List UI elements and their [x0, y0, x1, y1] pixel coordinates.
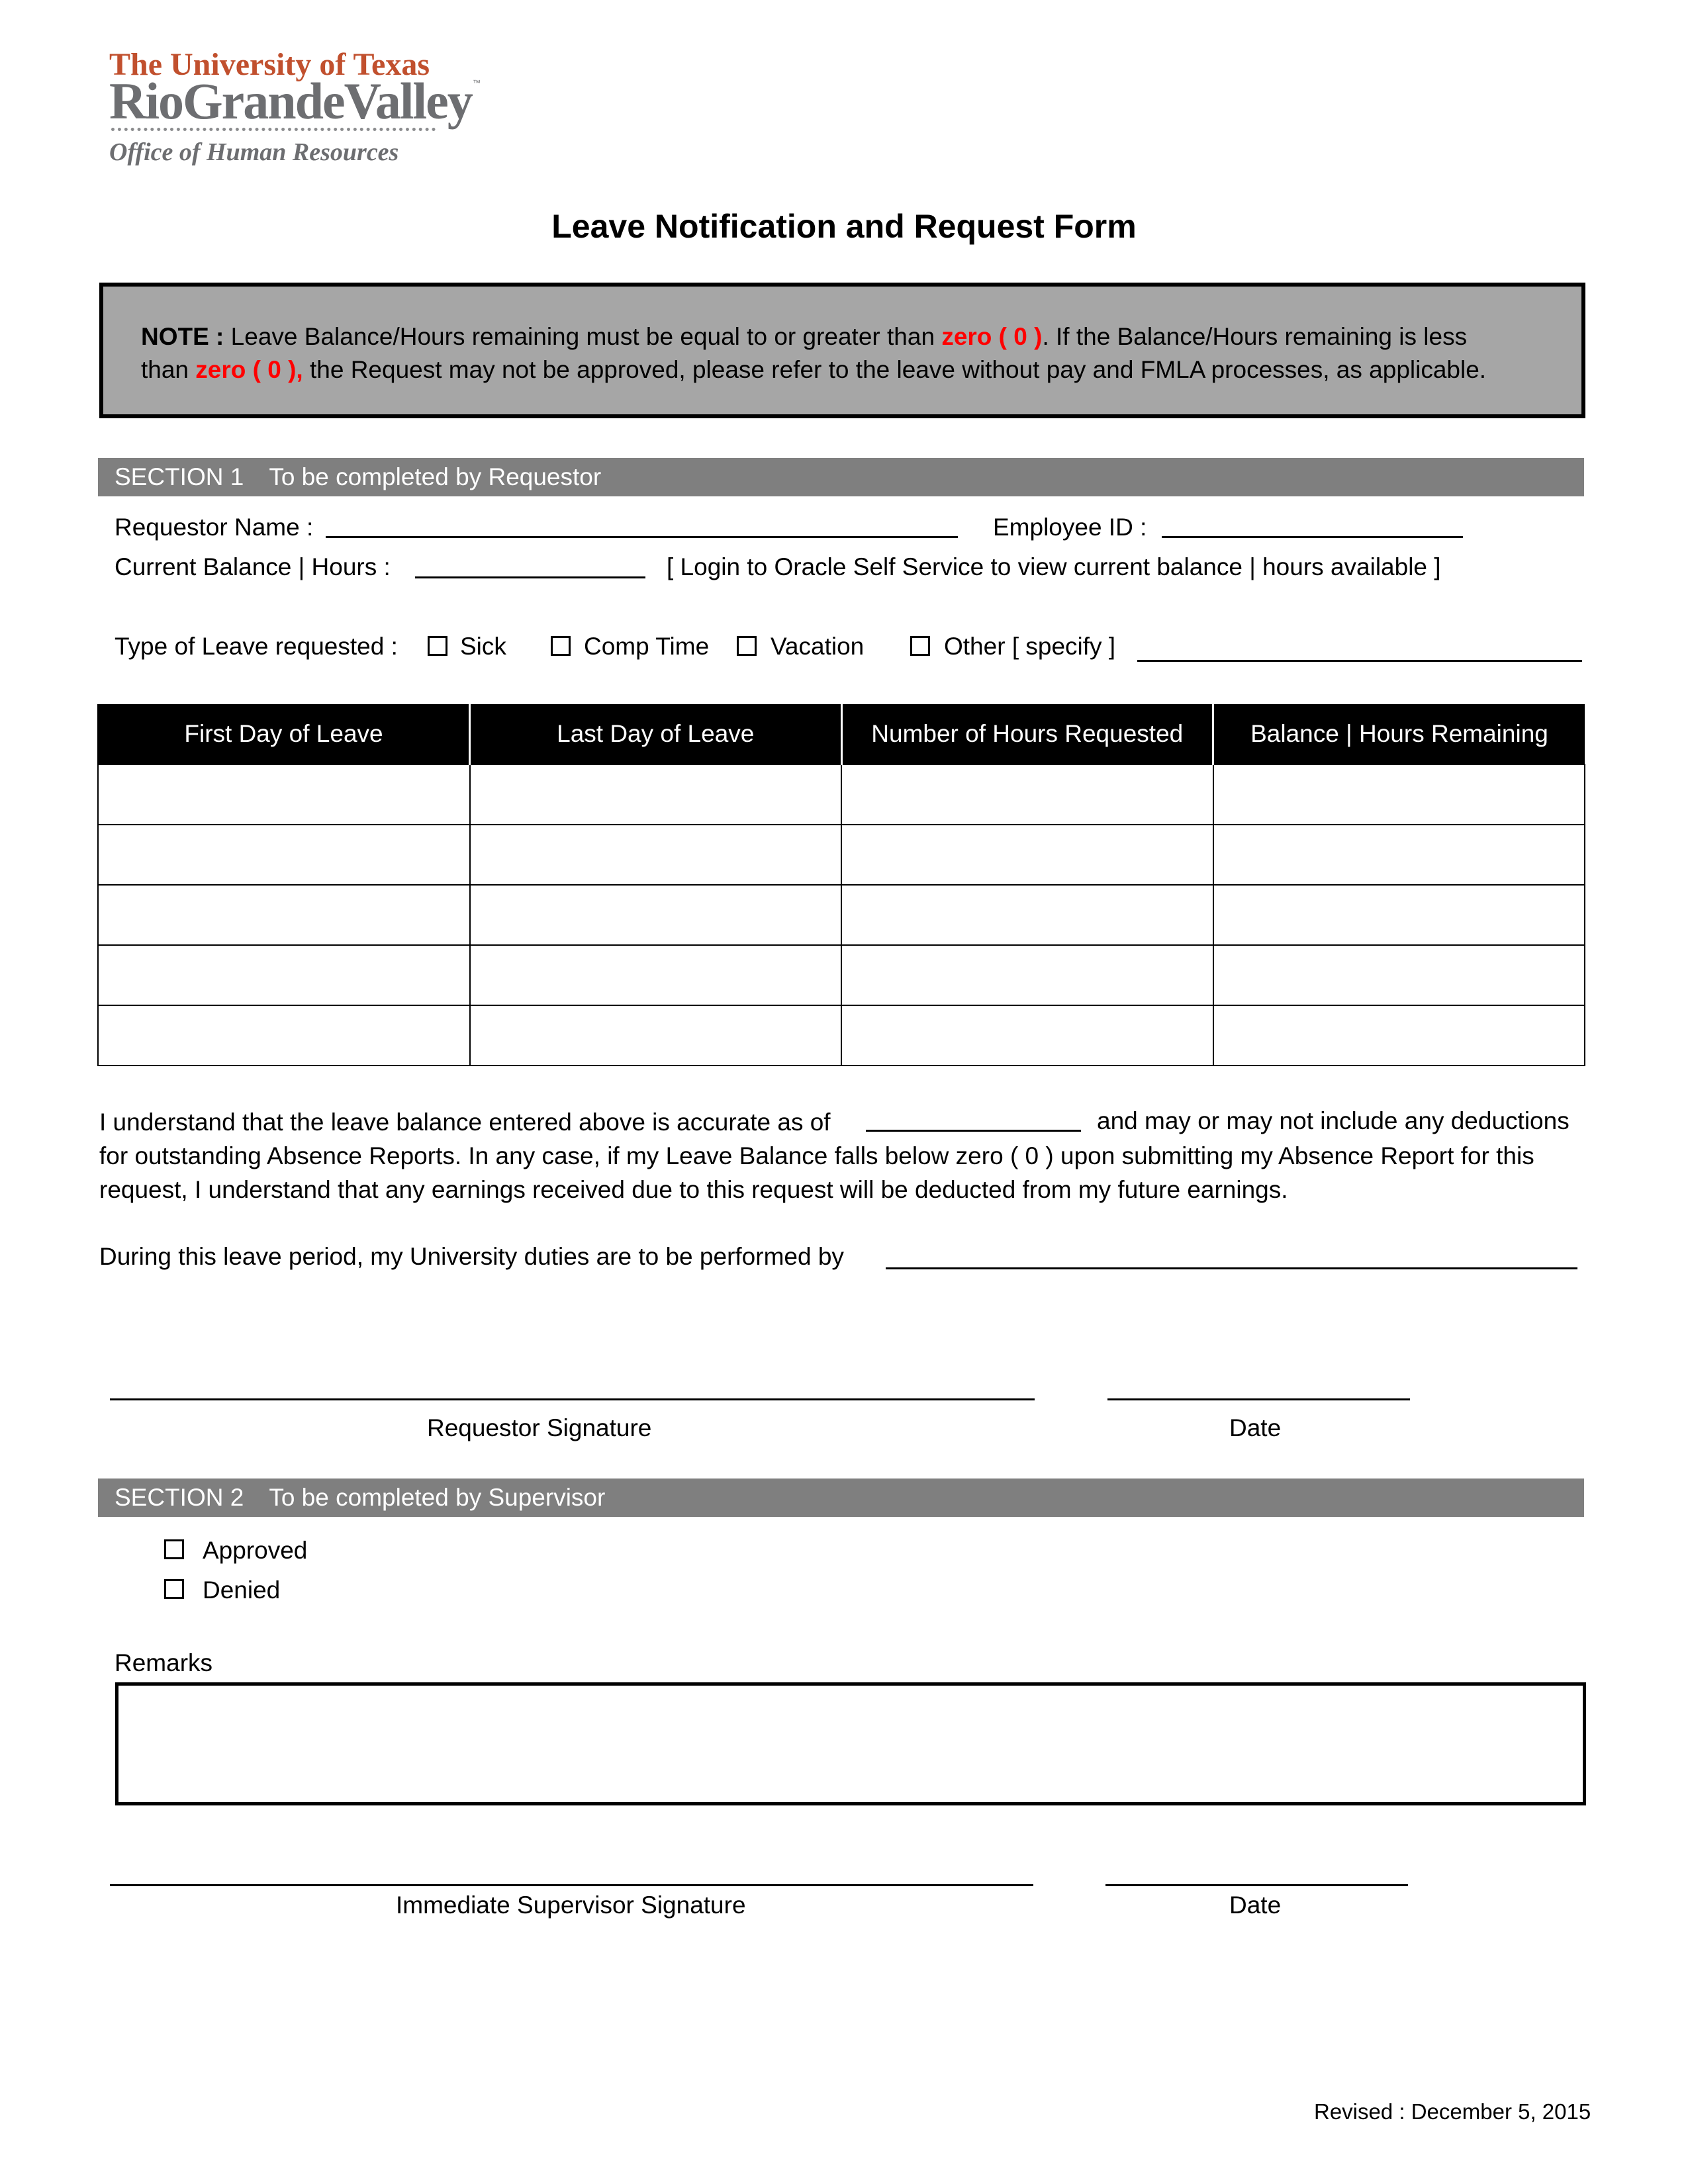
table-cell[interactable]: [841, 825, 1213, 885]
table-cell[interactable]: [470, 764, 842, 825]
supervisor-signature-line[interactable]: [110, 1884, 1033, 1886]
table-cell[interactable]: [841, 1005, 1213, 1066]
note-text-2: . If the Balance/Hours remaining is less: [1042, 323, 1468, 350]
supervisor-signature-label: Immediate Supervisor Signature: [396, 1891, 746, 1919]
section-1-number: SECTION 1: [115, 463, 244, 490]
revised-date: Revised : December 5, 2015: [1314, 2099, 1591, 2124]
checkbox-comp-time[interactable]: [551, 636, 571, 656]
section-2-header: [98, 1479, 1584, 1517]
employee-id-field[interactable]: [1162, 536, 1463, 538]
table-cell[interactable]: [470, 825, 842, 885]
note-line-2: [141, 356, 1486, 384]
table-cell[interactable]: [1213, 885, 1585, 945]
table-cell[interactable]: [470, 1005, 842, 1066]
table-cell[interactable]: [841, 945, 1213, 1005]
table-row: [98, 825, 1585, 885]
checkbox-vacation[interactable]: [737, 636, 757, 656]
requestor-date-line[interactable]: [1107, 1398, 1410, 1400]
requestor-date-label: Date: [1229, 1414, 1282, 1441]
logo-trademark: ™: [473, 78, 481, 87]
leave-type-vacation-label: Vacation: [771, 633, 865, 660]
requestor-signature-line[interactable]: [110, 1398, 1035, 1400]
table-row: [98, 764, 1585, 825]
leave-type-comp-time-label: Comp Time: [584, 633, 710, 660]
requestor-name-field[interactable]: [326, 536, 958, 538]
section-2-title: To be completed by Supervisor: [269, 1484, 606, 1511]
current-balance-hint: [ Login to Oracle Self Service to view current balance | hours available ]: [667, 553, 1441, 580]
checkbox-other[interactable]: [910, 636, 930, 656]
table-cell[interactable]: [98, 945, 470, 1005]
approved-label: Approved: [203, 1537, 308, 1564]
requestor-signature-label: Requestor Signature: [427, 1414, 652, 1441]
checkbox-sick[interactable]: [428, 636, 447, 656]
leave-type-label: Type of Leave requested :: [115, 633, 398, 660]
table-cell[interactable]: [841, 764, 1213, 825]
duties-performed-by-field[interactable]: [886, 1267, 1577, 1269]
logo-department: Office of Human Resources: [109, 138, 399, 166]
header-last-day: Last Day of Leave: [470, 704, 842, 764]
other-specify-field[interactable]: [1137, 660, 1582, 662]
note-label: NOTE :: [141, 323, 224, 350]
leave-type-sick-label: Sick: [460, 633, 506, 660]
table-cell[interactable]: [841, 885, 1213, 945]
header-first-day: First Day of Leave: [98, 704, 470, 764]
note-zero-1: zero ( 0 ): [941, 323, 1043, 350]
note-text-1: Leave Balance/Hours remaining must be equal to or greater than: [224, 323, 942, 350]
checkbox-approved[interactable]: [164, 1539, 184, 1559]
table-cell[interactable]: [1213, 945, 1585, 1005]
leave-type-other-label: Other [ specify ]: [944, 633, 1116, 660]
acknowledgement-line-1a: I understand that the leave balance entered above is accurate as of: [99, 1109, 831, 1136]
employee-id-label: Employee ID :: [993, 514, 1147, 541]
table-row: [98, 1005, 1585, 1066]
logo-dotted-divider: [111, 128, 436, 131]
logo-campus-name: RioGrandeValley: [109, 72, 472, 130]
table-cell[interactable]: [470, 945, 842, 1005]
table-cell[interactable]: [1213, 825, 1585, 885]
checkbox-denied[interactable]: [164, 1579, 184, 1599]
table-cell[interactable]: [98, 825, 470, 885]
note-text-4: the Request may not be approved, please refer to the leave without pay and FMLA processes, as applicable.: [303, 356, 1487, 383]
accurate-as-of-date-field[interactable]: [866, 1130, 1081, 1132]
acknowledgement-line-3: request, I understand that any earnings received due to this request will be deducted from my future earnings.: [99, 1176, 1288, 1203]
table-cell[interactable]: [470, 885, 842, 945]
table-header-row: [98, 704, 1585, 764]
header-balance-remaining: Balance | Hours Remaining: [1213, 704, 1585, 764]
table-cell[interactable]: [1213, 764, 1585, 825]
supervisor-date-label: Date: [1229, 1891, 1282, 1919]
table-row: [98, 945, 1585, 1005]
acknowledgement-line-2: for outstanding Absence Reports. In any case, if my Leave Balance falls below zero ( 0 ) upon submitting my Absence Report for this: [99, 1142, 1534, 1169]
note-line-1: [141, 323, 1467, 351]
table-cell[interactable]: [98, 1005, 470, 1066]
table-cell[interactable]: [1213, 1005, 1585, 1066]
acknowledgement-line-1b: and may or may not include any deductions: [1097, 1107, 1570, 1134]
current-balance-label: Current Balance | Hours :: [115, 553, 391, 580]
logo-university-name: The University of Texas: [109, 47, 430, 82]
remarks-textarea[interactable]: [115, 1682, 1586, 1805]
section-1-header: [98, 458, 1584, 496]
supervisor-date-line[interactable]: [1105, 1884, 1408, 1886]
duties-label: During this leave period, my University duties are to be performed by: [99, 1243, 844, 1270]
current-balance-field[interactable]: [415, 576, 645, 578]
denied-label: Denied: [203, 1576, 281, 1604]
section-1-title: To be completed by Requestor: [269, 463, 602, 490]
leave-dates-table: [97, 704, 1585, 1066]
table-cell[interactable]: [98, 764, 470, 825]
section-2-number: SECTION 2: [115, 1484, 244, 1511]
note-text-3: than: [141, 356, 196, 383]
remarks-label: Remarks: [115, 1649, 213, 1676]
requestor-name-label: Requestor Name :: [115, 514, 314, 541]
page-title: Leave Notification and Request Form: [551, 208, 1137, 245]
table-cell[interactable]: [98, 885, 470, 945]
header-hours-requested: Number of Hours Requested: [841, 704, 1213, 764]
note-zero-2: zero ( 0 ),: [195, 356, 303, 383]
table-row: [98, 885, 1585, 945]
